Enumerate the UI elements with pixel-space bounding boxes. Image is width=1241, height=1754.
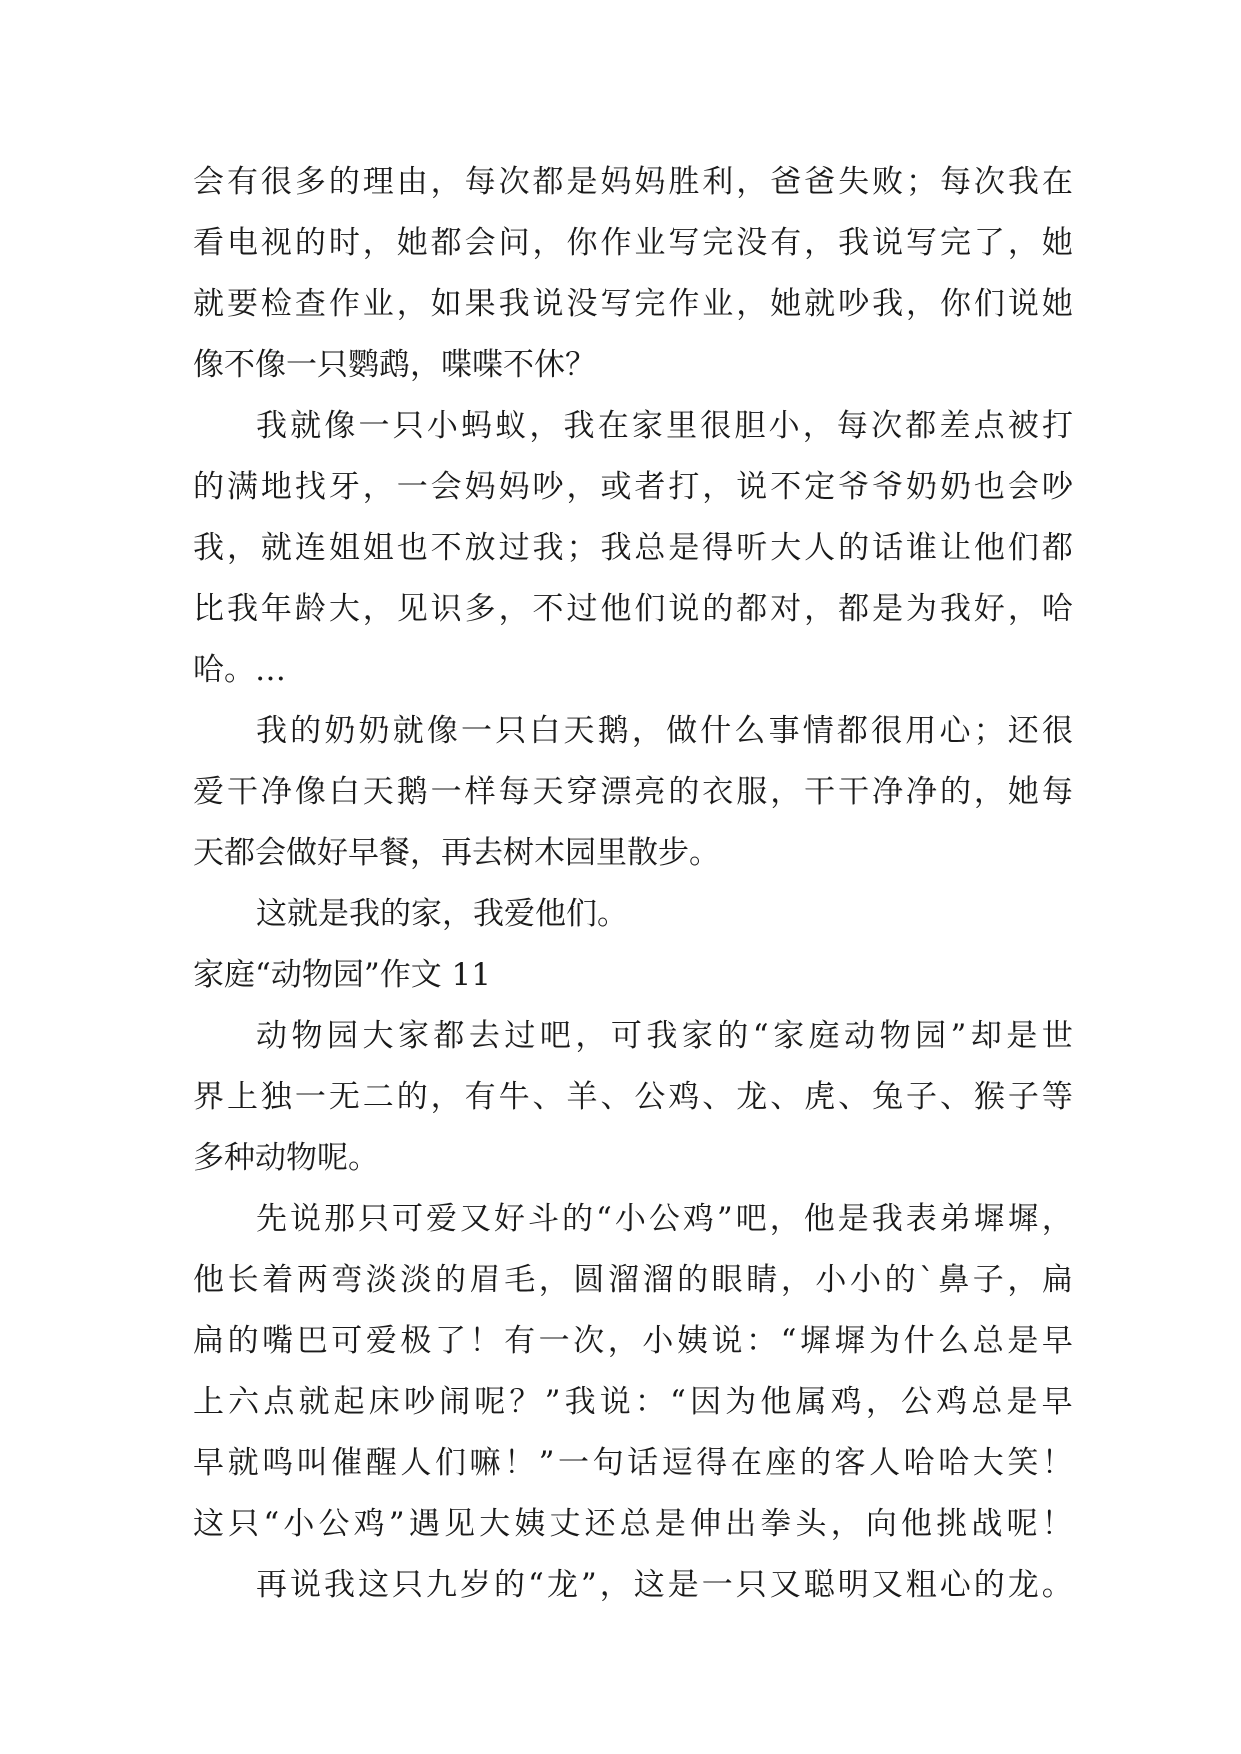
text-line: 的 满 地 找 牙 ， 一 会 妈 妈 吵 ， 或 者 打 ， 说 不 定 爷 爷 奶 奶 也 会 吵 (193, 469, 1073, 505)
text-line: 天都会做好早餐，再去树木园里散步。 (193, 835, 720, 871)
text-line: 多种动物呢。 (193, 1140, 379, 1176)
text-line: 像不像一只鹦鹉，喋喋不休？ (193, 347, 596, 383)
section-heading: 家庭“动物园”作文 11 (193, 957, 491, 993)
text-line: 我 ， 就 连 姐 姐 也 不 放 过 我 ； 我 总 是 得 听 大 人 的 话 谁 让 他 们 都 (193, 530, 1073, 566)
text-line: 比 我 年 龄 大 ， 见 识 多 ， 不 过 他 们 说 的 都 对 ， 都 是 为 我 好 ， 哈 (193, 591, 1073, 627)
text-line: 我 就 像 一 只 小 蚂 蚁 ， 我 在 家 里 很 胆 小 ， 每 次 都 差 点 被 打 (256, 408, 1073, 444)
text-line: 爱 干 净 像 白 天 鹅 一 样 每 天 穿 漂 亮 的 衣 服 ， 干 干 净 净 的 ， 她 每 (193, 774, 1073, 810)
text-line: 看 电 视 的 时 ， 她 都 会 问 ， 你 作 业 写 完 没 有 ， 我 说 写 完 了 ， 她 (193, 225, 1073, 261)
text-line: 先 说 那 只 可 爱 又 好 斗 的 “ 小 公 鸡 ” 吧 ， 他 是 我 表 弟 墀 墀 ， (256, 1201, 1073, 1237)
text-line: 这就是我的家，我爱他们。 (256, 896, 628, 932)
text-line: 这 只 “ 小 公 鸡 ” 遇 见 大 姨 丈 还 总 是 伸 出 拳 头 ， 向 他 挑 战 呢 ！ (193, 1506, 1073, 1542)
text-line: 上 六 点 就 起 床 吵 闹 呢 ？ ” 我 说 ： “ 因 为 他 属 鸡 ， 公 鸡 总 是 早 (193, 1384, 1073, 1420)
text-line: 动 物 园 大 家 都 去 过 吧 ， 可 我 家 的 “ 家 庭 动 物 园 ” 却 是 世 (256, 1018, 1073, 1054)
text-line: 哈。… (193, 652, 286, 688)
text-line: 早 就 鸣 叫 催 醒 人 们 嘛 ！ ” 一 句 话 逗 得 在 座 的 客 人 哈 哈 大 笑 ！ (193, 1445, 1073, 1481)
text-line: 扁 的 嘴 巴 可 爱 极 了 ！ 有 一 次 ， 小 姨 说 ： “ 墀 墀 为 什 么 总 是 早 (193, 1323, 1073, 1359)
text-line: 我 的 奶 奶 就 像 一 只 白 天 鹅 ， 做 什 么 事 情 都 很 用 心 ； 还 很 (256, 713, 1073, 749)
text-line: 他 长 着 两 弯 淡 淡 的 眉 毛 ， 圆 溜 溜 的 眼 睛 ， 小 小 的 ` 鼻 子 ， 扁 (193, 1262, 1073, 1298)
text-line: 就 要 检 查 作 业 ， 如 果 我 说 没 写 完 作 业 ， 她 就 吵 我 ， 你 们 说 她 (193, 286, 1073, 322)
text-line: 界 上 独 一 无 二 的 ， 有 牛 、 羊 、 公 鸡 、 龙 、 虎 、 兔 子 、 猴 子 等 (193, 1079, 1073, 1115)
text-line: 再 说 我 这 只 九 岁 的 “ 龙 ” ， 这 是 一 只 又 聪 明 又 粗 心 的 龙 。 (256, 1567, 1073, 1603)
text-line: 会 有 很 多 的 理 由 ， 每 次 都 是 妈 妈 胜 利 ， 爸 爸 失 败 ； 每 次 我 在 (193, 164, 1073, 200)
document-page (193, 152, 1073, 1616)
